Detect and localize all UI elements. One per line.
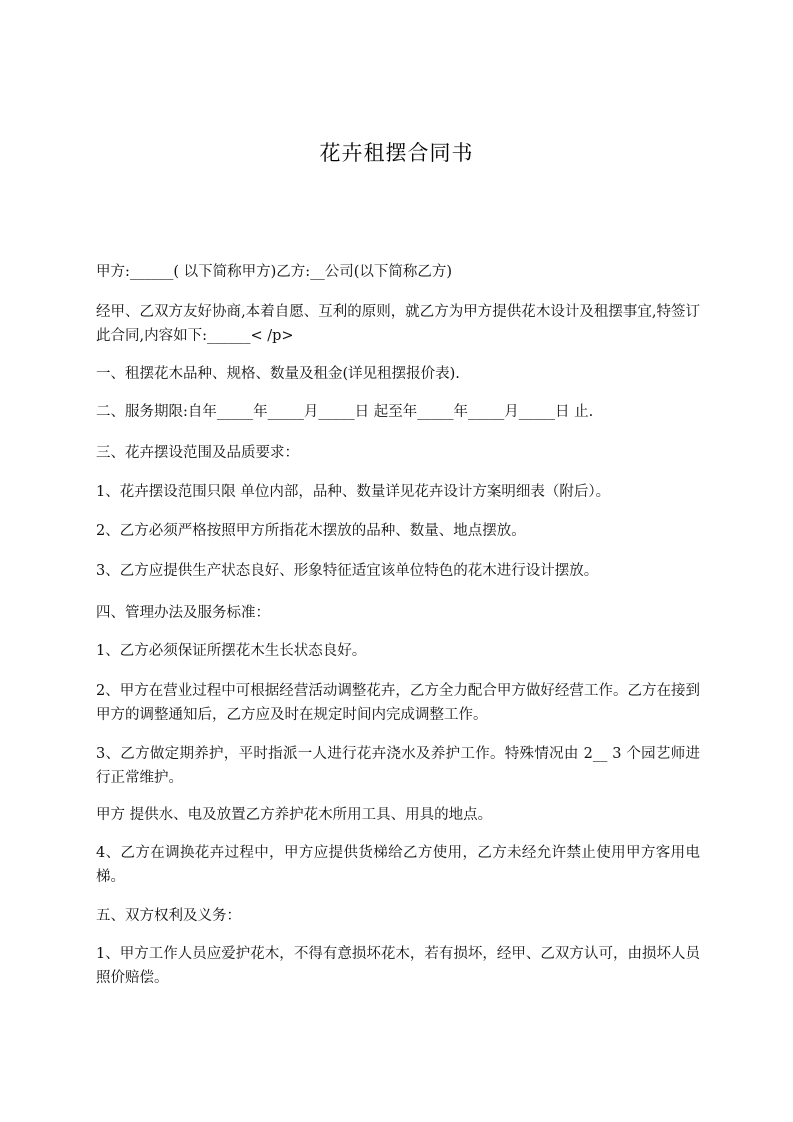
section-3-item-3: 3、乙方应提供生产状态良好、形象特征适宜该单位特色的花木进行设计摆放。 [96, 563, 599, 579]
section-4-item-2: 2、甲方在营业过程中可根据经营活动调整花卉，乙方全力配合甲方做好经营工作。乙方在接到甲方的调整通知后，乙方应及时在规定时间内完成调整工作。 [96, 683, 700, 723]
section-5-heading: 五、双方权利及义务： [96, 908, 241, 924]
section-4-item-1: 1、乙方必须保证所摆花木生长状态良好。 [96, 643, 367, 659]
intro-paragraph: 经甲、乙双方友好协商,本着自愿、互利的原则，就乙方为甲方提供花木设计及租摆事宜,特签订此合同,内容如下:______< /p> [96, 304, 700, 344]
section-4-note: 甲方 提供水、电及放置乙方养护花木所用工具、用具的地点。 [96, 807, 493, 823]
section-3-heading: 三、花卉摆设范围及品质要求： [96, 445, 299, 461]
section-5-item-1: 1、甲方工作人员应爱护花木，不得有意损坏花木，若有损坏，经甲、乙双方认可，由损坏人员照价赔偿。 [96, 946, 700, 986]
section-4-item-3: 3、乙方做定期养护，平时指派一人进行花卉浇水及养护工作。特殊情况由 2__ 3 个园艺师进行正常维护。 [96, 746, 700, 786]
parties-line: 甲方:______( 以下简称甲方)乙方:__公司(以下简称乙方) [96, 264, 453, 280]
document-title: 花卉租摆合同书 [319, 141, 474, 165]
section-1-heading: 一、租摆花木品种、规格、数量及租金(详见租摆报价表). [96, 366, 460, 382]
section-2-service-period: 二、服务期限:自年_____年_____月_____日 起至年_____年_____月_____日 止. [96, 404, 594, 420]
section-4-heading: 四、管理办法及服务标准： [96, 605, 270, 621]
section-3-item-2: 2、乙方必须严格按照甲方所指花木摆放的品种、数量、地点摆放。 [96, 523, 526, 539]
section-4-item-4: 4、乙方在调换花卉过程中，甲方应提供货梯给乙方使用，乙方未经允许禁止使用甲方客用电梯。 [96, 845, 700, 885]
section-3-item-1: 1、花卉摆设范围只限 单位内部，品种、数量详见花卉设计方案明细表（附后）。 [96, 484, 611, 500]
